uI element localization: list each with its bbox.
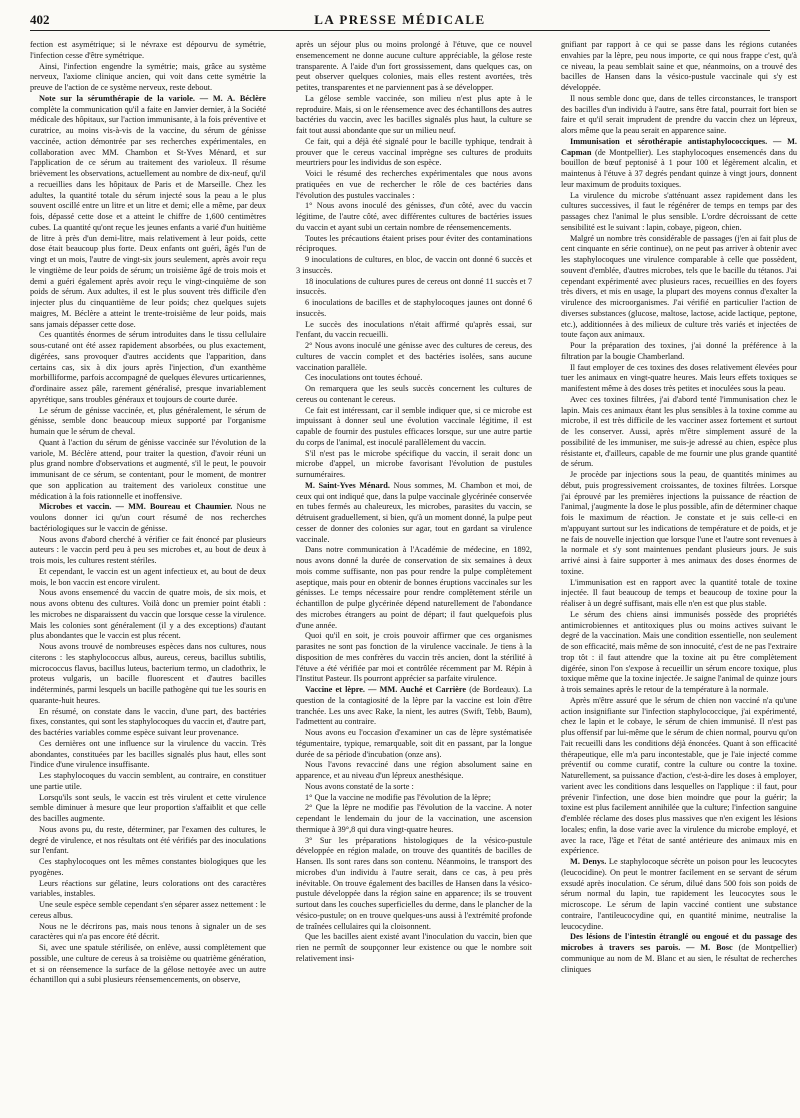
paragraph bbox=[30, 588, 266, 642]
paragraph bbox=[561, 40, 797, 94]
section-paragraph bbox=[30, 94, 266, 331]
text-column-3 bbox=[561, 40, 797, 1112]
paragraph bbox=[30, 943, 266, 986]
text-column-1 bbox=[30, 40, 266, 1112]
paragraph-text: fection est asymétrique; si le névraxe est dépourvu de symétrie, l'infection cesse d'être symétrique. bbox=[30, 40, 266, 60]
paragraph bbox=[561, 470, 797, 578]
page-number: 402 bbox=[30, 12, 50, 27]
paragraph bbox=[30, 793, 266, 825]
paragraph-text: Nous l'avons revacciné dans une région absolument saine en apparence, et au niveau d'un lépreux anesthésique. bbox=[296, 760, 532, 780]
paragraph bbox=[30, 406, 266, 438]
paragraph bbox=[296, 384, 532, 406]
section-heading: M. Saint-Yves Ménard. bbox=[305, 480, 390, 490]
paragraph bbox=[30, 771, 266, 793]
paragraph bbox=[296, 932, 532, 964]
paragraph bbox=[30, 567, 266, 589]
paragraph-text: Que les bacilles aient existé avant l'inoculation du vaccin, bien que rien ne permît de soupçonner leur existence ou que le nombre soit relativement insi- bbox=[296, 932, 532, 963]
paragraph bbox=[296, 728, 532, 760]
paragraph bbox=[30, 330, 266, 405]
paragraph bbox=[561, 94, 797, 137]
paragraph-text: En résumé, on constate dans le vaccin, d'une part, des bactéries fixes, constantes, qui sont les staphylocoques du vaccin et, d'autre part, des bactéries variables comme espèce suivant leur provenance. bbox=[30, 706, 266, 737]
paragraph-text: Il faut employer de ces toxines des doses relativement élevées pour tuer les animaux en vingt-quatre heures. Mais leurs effets toxiques se manifestent même à des doses très petites et inoculées sous la peau. bbox=[561, 362, 797, 393]
paragraph-text: Nous ne voulons donner ici qu'un court résumé de nos recherches bactériologiques sur le vaccin de génisse. bbox=[30, 502, 266, 533]
paragraph bbox=[561, 191, 797, 234]
paragraph bbox=[296, 631, 532, 685]
paragraph bbox=[561, 578, 797, 610]
paragraph bbox=[296, 320, 532, 342]
paragraph-text: Nous avons pu, du reste, déterminer, par l'examen des cultures, le degré de virulence, et nos résultats ont été vérifiés par des inoculations sur l'enfant. bbox=[30, 824, 266, 856]
paragraph-text: Quant à l'action du sérum de génisse vaccinée sur l'évolution de la variole, M. Béclère attend, pour traiter la question, d'avoir réuni un plus grand nombre d'observations et augmenté, s'il le peut, le pouvoir immunisant de ce sérum, se contentant, pour le moment, de montrer que son application au traitement des varioleux constitue une médication à la fois rationnelle et inoffensive. bbox=[30, 437, 266, 501]
paragraph bbox=[296, 836, 532, 933]
paragraph bbox=[561, 610, 797, 696]
paragraph bbox=[296, 169, 532, 201]
paragraph bbox=[30, 707, 266, 739]
paragraph-text: Ce fait, qui a déjà été signalé pour le bacille typhique, tendrait à prouver que le cereus vaccinal imprègne ses cultures de produits meurtriers pour les individus de son espèce. bbox=[296, 136, 532, 168]
paragraph bbox=[30, 900, 266, 922]
paragraph bbox=[296, 803, 532, 835]
paragraph bbox=[296, 782, 532, 793]
paragraph-text: gnifiant par rapport à ce qui se passe dans les régions cutanées envahies par la lèpre, peu nous importe, ce qui nous frappe c'est, qu'à ce niveau, la peau semblait saine et que, néanmoins, on a trouvé des bacilles de Hansen dans la vésico-pustule vaccinale qui s'y est développée. bbox=[561, 40, 797, 92]
paragraph-text: Nous sommes, M. Chambon et moi, de ceux qui ont indiqué que, dans la pulpe vaccinale glycérinée conservée en tubes fermés au chaleureux, les microbes, parasites du vaccin, se détruisent graduellement, si bien, qu'à un moment donné, la pulpe peut cesser de donner des colonies sur agar, tout en gardant sa virulence vaccinale. bbox=[296, 480, 532, 544]
paragraph-text: Ce fait est intéressant, car il semble indiquer que, si ce microbe est impuissant à donner seul une évolution vaccinale légitime, il est capable de fournir des pustules efficaces lorsque, sur une autre partie du corps de l'animal, est inoculé parallèlement du vaccin. bbox=[296, 405, 532, 447]
paragraph-text: 6 inoculations de bacilles et de staphylocoques jaunes ont donné 6 insuccès. bbox=[296, 298, 532, 318]
paragraph-text: 3° Sur les préparations histologiques de la vésico-pustule développée en région malade, on trouve des quantités de bacilles de Hansen. Ils sont rares dans son contenu. Néanmoins, le transport des microbes d'un individu à l'autre serait, dans ce cas, à peu près inévitable. On trouve également des bacilles de Hansen dans la vésico-pustule développée dans la région saine en apparence; ils se trouvent surtout dans les couches superficielles du derme, dans le plancher de la vésico-pustule; on en trouve quelques-uns aussi à l'extrémité profonde de traînées cellulaires qui la cloisonnent. bbox=[296, 835, 532, 931]
paragraph-text: Voici le résumé des recherches expérimentales que nous avons pratiquées en vue de rechercher le rôle de ces bactéries dans l'évolution des pustules vaccinales : bbox=[296, 169, 532, 200]
paragraph-text: Ces quantités énormes de sérum introduites dans le tissu cellulaire sous-cutané ont été assez rapidement absorbées, ou plus exactement, digérées, sans provoquer d'autres accidents que l'apparition, dans certains cas, six à dix jours après l'injection, d'un exanthème morbilliforme, parfois accompagné de quelques élevures urticariennes, d'ordinaire assez pâle, rarement généralisé, presque invariablement apyrétique, sans troubles généraux et toujours de courte durée. bbox=[30, 330, 266, 404]
section-heading: Vaccine et lèpre. — MM. Auché et Carrière bbox=[305, 685, 467, 694]
paragraph-text: Après m'être assuré que le sérum de chien non vacciné n'a qu'une action insignifiante sur l'infection staphylococcique, j'ai expérimenté, chez le lapin et le cobaye, le sérum de chien immunisé. Il n'est pas plus offensif par lui-même que le sérum de chien normal, pourvu qu'on l'ait recueilli dans les conditions déjà énoncées. Quant à son efficacité thérapeutique, elle m'a paru incontestable, que je l'aie injecté comme préventif ou comme curatif, contre la culture ou contre la toxine. Naturellement, sa puissance d'action, c'est-à-dire les doses à employer, varient avec les conditions dans lesquelles on l'applique : il faut, pour prévenir l'infection, une dose bien moindre que pour la guérir; la toxine est plus facilement annihilée que la culture; l'infection sanguine d'emblée réclame des doses plus massives que n'en exigent les lésions locales; enfin, la dose varie avec la virulence du microbe employé, et avec la race, l'âge et l'état de santé antérieure des animaux mis en expérience. bbox=[561, 695, 797, 856]
paragraph-text: On remarquera que les seuls succès concernent les cultures de cereus ou contenant le cereus. bbox=[296, 384, 532, 404]
paragraph-text: Si, avec une spatule stérilisée, on enlève, aussi complètement que possible, une culture de cereus à sa troisième ou quatrième génération, et si on réensemence la surface de la gélose nettoyée avec un autre échantillon qui a subi plusieurs réensemencements, on observe, bbox=[30, 943, 266, 985]
paragraph-text: 2° Que la lèpre ne modifie pas l'évolution de la vaccine. A noter cependant le lendemain du jour de la vaccination, une ascension thermique à 39°,8 qui dura vingt-quatre heures. bbox=[296, 803, 532, 834]
paragraph bbox=[296, 545, 532, 631]
paragraph-text: S'il n'est pas le microbe spécifique du vaccin, il serait donc un microbe d'appel, un microbe favorisant l'évolution de pustules surnuméraires. bbox=[296, 448, 532, 479]
paragraph bbox=[296, 406, 532, 449]
paragraph-text: Ces dernières ont une influence sur la virulence du vaccin. Très abondantes, constituées par les bacilles signalés plus haut, elles sont l'indice d'une virulence insuffisante. bbox=[30, 738, 266, 770]
paragraph-text: Nous avons d'abord cherché à vérifier ce fait énoncé par plusieurs auteurs : le vaccin perd peu à peu ses microbes et, au bout de deux à trois mois, les cultures restent stériles. bbox=[30, 534, 266, 565]
paragraph-text: Malgré un nombre très considérable de passages (j'en ai fait plus de cent cinquante en série continue), on ne peut pas arriver à obtenir avec les staphylocoques une virulence comparable à celle que possèdent, souvent d'emblée, d'autres microbes, tels que le bacille du tétanos. J'ai cependant expérimenté avec plusieurs races, recueillies en des foyers très divers, et mis en usage, la plupart des moyens connus d'exalter la virulence des microorganismes. J'ai vérifié en particulier l'action de diverses substances (glucose, maltose, lactose, acide lactique, peptone, etc.), additionnées à des milieux de culture très variés et injectées de toute façon aux animaux. bbox=[561, 233, 797, 340]
paragraph-text: (de Montpellier) communique au nom de M. Blanc et au sien, le résultat de recherches cliniques bbox=[561, 943, 797, 974]
paragraph bbox=[561, 234, 797, 342]
paragraph-text: Nous avons eu l'occasion d'examiner un cas de lèpre systématisée tégumentaire, typique, remarquable, soit dit en passant, par la longue durée de sa période d'incubation (onze ans). bbox=[296, 728, 532, 759]
section-paragraph bbox=[561, 932, 797, 975]
paragraph-text: Le succès des inoculations n'était affirmé qu'après essai, sur l'enfant, du vaccin recueilli. bbox=[296, 319, 532, 340]
section-paragraph bbox=[296, 481, 532, 546]
paragraph bbox=[30, 40, 266, 62]
paragraph bbox=[296, 255, 532, 277]
paragraph-text: Lorsqu'ils sont seuls, le vaccin est très virulent et cette virulence semble diminuer à mesure que leur proportion s'affaiblit et que celle des bacilles augmente. bbox=[30, 792, 266, 823]
paragraph bbox=[561, 341, 797, 363]
paragraph-text: complète la communication qu'il a faite en Janvier dernier, à la Société médicale des hôpitaux, sur l'action immunisante, à la fois préventive et curatrice, au moins vis-à-vis de la vaccine, du sérum de génisse vaccinée, action démontrée par ses recherches expérimentales, en collaboration avec MM. Chambon et St-Yves Ménard, et sur l'application de ce sérum au traitement des varioleux. Il résume brièvement les observations, actuellement au nombre de dix-neuf, qu'il a recueillies dans les hôpitaux de Paris et de Marseille. Chez les adultes, la quantité totale du sérum injecté sous la peau a le plus souvent oscillé entre un litre et un litre et demi; elle a même, par deux fois, dépassé cette dose et a atteint le chiffre de 1,600 centimètres cubes. La quantité qu'ont reçue les jeunes enfants a varié d'un huitième de litre à près d'un demi-litre, mais relativement à leur poids, cette dose était beaucoup plus forte. Deux enfants ont guéri, âgés l'un de vingt et un mois, l'autre de vingt-six jours seulement, après avoir reçu le vingtième de leur poids de sérum; un troisième âgé de trois mois et demi a guéri également après avoir reçu le vingt-cinquième de son poids de sérum. Aux adultes, il est le plus souvent très difficile d'en injecter plus du cinquantième de leur poids; chez quelques sujets maigres, M. Béclère a atteint le trente-troisième de leur poids, mais sans jamais dépasser cette dose. bbox=[30, 104, 266, 329]
paragraph bbox=[30, 62, 266, 94]
paragraph-text: Le sérum de génisse vaccinée, et, plus généralement, le sérum de génisse, semble donc beaucoup mieux supporté par l'organisme humain que le sérum de cheval. bbox=[30, 405, 266, 436]
paragraph bbox=[30, 438, 266, 503]
paragraph bbox=[296, 341, 532, 373]
paragraph-text: Je procède par injections sous la peau, de quantités minimes au début, puis progressivement croissantes, de toxines filtrées. Lorsque j'ai éprouvé par les premières injections la puissance de réaction de l'animal, j'augmente la dose le plus possible, afin de déterminer chaque fois le maximum de réaction. Je constate et je suis celle-ci en m'appuyant surtout sur les indications de température et de poids, et je ne fais de nouvelle injection que lorsque l'une et l'autre sont revenues à la normale et s'y sont maintenues pendant plusieurs jours. Je suis arrivé ainsi à faire supporter à mes animaux des doses énormes de toxine. bbox=[561, 470, 797, 576]
paragraph-text: Pour la préparation des toxines, j'ai donné la préférence à la filtration par la bougie Chamberland. bbox=[561, 341, 797, 361]
paragraph-text: Quoi qu'il en soit, je crois pouvoir affirmer que ces organismes parasites ne sont pas fonction de la virulence vaccinale. Je tiens à la disposition de mes confrères du vaccin très ancien, dont la stérilité à l'étuve a été vérifiée par moi et contrôlée récemment par M. Répin à l'Institut Pasteur. Ils pourront apprécier sa parfaite virulence. bbox=[296, 631, 532, 684]
paragraph-text: Leurs réactions sur gélatine, leurs colorations ont des caractères variables, instables. bbox=[30, 878, 266, 899]
paragraph bbox=[30, 857, 266, 879]
paragraph bbox=[30, 535, 266, 567]
section-paragraph bbox=[561, 137, 797, 191]
paragraph bbox=[296, 373, 532, 384]
paragraph-text: Ces inoculations ont toutes échoué. bbox=[305, 373, 423, 383]
paragraph-text: Il nous semble donc que, dans de telles circonstances, le transport des bacilles d'un individu à l'autre, sans être fatal, pourrait fort bien se faire et qu'il serait imprudent de prendre du vaccin chez un lépreux, alors même que la peau serait en apparence saine. bbox=[561, 93, 797, 135]
paragraph-text: L'immunisation est en rapport avec la quantité totale de toxine injectée. Il faut beaucoup de temps et beaucoup de toxine pour la réaliser à un degré suffisant, mais elle n'en est que plus stable. bbox=[561, 577, 797, 608]
paragraph-text: (de Bordeaux). La question de la contagiosité de la lèpre par la vaccine est loin d'être tranchée. Les uns avec Rake, la nient, les autres (Swift, Tebb, Baum), l'admettent au contraire. bbox=[296, 685, 532, 727]
section-paragraph bbox=[561, 857, 797, 932]
paragraph-text: 1° Nous avons inoculé des génisses, d'un côté, avec du vaccin légitime, de l'autre côté, avec différentes cultures de bactéries issues du vaccin et ayant subi un certain nombre de réensemencements. bbox=[296, 201, 532, 232]
paragraph bbox=[296, 40, 532, 94]
section-paragraph bbox=[30, 502, 266, 534]
paragraph-text: Et cependant, le vaccin est un agent infectieux et, au bout de deux mois, le bon vaccin est encore virulent. bbox=[30, 566, 266, 587]
paragraph-text: 1° Que la vaccine ne modifie pas l'évolution de la lèpre; bbox=[305, 792, 491, 802]
paragraph-text: Le staphylocoque sécrète un poison pour les leucocytes (leucocidine). On peut le montrer facilement en se servant de sérum exsudé après inoculation. Ce sérum, dilué dans 500 fois son poids de sérum normal du lapin, tue rapidement les leucocytes sous le microscope. Le sérum de lapin vacciné contient une substance contraire, l'antileucocydine qui, en quantité minime, neutralise la leucocydine. bbox=[561, 857, 797, 931]
paragraph-text: Les staphylocoques du vaccin semblent, au contraire, en constituer une partie utile. bbox=[30, 771, 266, 791]
paragraph-text: Toutes les précautions étaient prises pour éviter des contaminations réciproques. bbox=[296, 233, 532, 254]
paragraph-text: (de Montpellier). Les staphylocoques ensemencés dans du bouillon de bœuf peptonisé à 1 pour 100 et légèrement alcalin, et maintenus à l'étuve à 37 degrés pendant quinze à vingt jours, donnent leur maximum de produits toxiques. bbox=[561, 147, 797, 189]
paragraph-text: Dans notre communication à l'Académie de médecine, en 1892, nous avons donné la durée de conservation de six semaines à deux mois comme suffisante, non pas pour rendre la pulpe complètement aseptique, mais pour en obtenir de bonnes éruptions vaccinales sur les génisses. Le temps nécessaire pour rendre complètement stérile un échantillon de pulpe glycérinée dépend naturellement de l'abondance des microbes étrangers au point de départ; il faut quelquefois plus d'une année. bbox=[296, 545, 532, 630]
paragraph bbox=[296, 201, 532, 233]
header-rule bbox=[30, 30, 770, 31]
paragraph-text: Nous avons constaté de la sorte : bbox=[305, 781, 414, 791]
paragraph bbox=[561, 363, 797, 395]
journal-title: LA PRESSE MÉDICALE bbox=[314, 12, 486, 27]
section-heading: Microbes et vaccin. — MM. Boureau et Chaumier. bbox=[39, 502, 233, 512]
paragraph bbox=[296, 298, 532, 320]
section-paragraph bbox=[296, 685, 532, 728]
section-heading: M. Denys. bbox=[570, 857, 607, 866]
paragraph bbox=[296, 94, 532, 137]
paragraph bbox=[30, 642, 266, 707]
paragraph bbox=[30, 825, 266, 857]
paragraph-text: 9 inoculations de cultures, en bloc, de vaccin ont donné 6 succès et 3 insuccès. bbox=[296, 255, 532, 275]
paragraph-text: 2° Nous avons inoculé une génisse avec des cultures de cereus, des cultures de vaccin complet et des bactéries isolées, sans aucune vaccination parallèle. bbox=[296, 341, 532, 372]
paragraph bbox=[30, 922, 266, 944]
paragraph-text: Une seule espèce semble cependant s'en séparer assez nettement : le cereus albus. bbox=[30, 900, 266, 920]
section-heading: Des lésions de l'intestin étranglé ou engoué et du passage des microbes à travers ses parois. — M. Bosc bbox=[561, 932, 797, 952]
paragraph bbox=[30, 739, 266, 771]
section-heading: Note sur la sérumthérapie de la variole. — M. A. Béclère bbox=[39, 93, 266, 103]
paragraph-text: après un séjour plus ou moins prolongé à l'étuve, que ce nouvel ensemencement ne donne aucune culture appréciable, la gélose reste transparente. A l'aide d'un fort grossissement, dans quelques cas, on peut observer quelques colonies, mais elles restent avortées, très petites, transparentes et ne parviennent pas à se développer. bbox=[296, 40, 532, 92]
paragraph bbox=[30, 879, 266, 901]
paragraph bbox=[296, 277, 532, 299]
paragraph bbox=[296, 760, 532, 782]
page-header bbox=[30, 12, 770, 32]
paragraph bbox=[561, 696, 797, 857]
paragraph-text: Nous avons trouvé de nombreuses espèces dans nos cultures, nous citerons : les staphylococcus albus, aureus, cereus, bacillus subtilis, micrococcus flavus, bacillus luteus, bacterium termo, un cladothrix, le proteus vulgaris, un bacille fluorescent et d'autres bacilles indéterminés, parmi lesquels un bacille pathogène qui tue les souris en quarante-huit heures. bbox=[30, 642, 266, 705]
text-column-2 bbox=[296, 40, 532, 1112]
paragraph bbox=[296, 137, 532, 169]
section-heading: Immunisation et sérothérapie antistaphylococciques. — M. Capman bbox=[561, 136, 797, 157]
paragraph bbox=[561, 395, 797, 470]
paragraph-text: Nous ne le décrirons pas, mais nous tenons à signaler un de ses caractères qui n'a pas encore été décrit. bbox=[30, 921, 266, 942]
paragraph-text: Nous avons ensemencé du vaccin de quatre mois, de six mois, et nous avons obtenu des cultures. Voilà donc un premier point établi : les microbes ne disparaissent du vaccin que lorsque cesse la virulence. Mais les colonies sont généralement (il y a des exceptions) d'autant plus abondantes que le vaccin est plus récent. bbox=[30, 588, 266, 641]
paragraph-text: Ainsi, l'infection engendre la symétrie; mais, grâce au système nerveux, l'axiome clinique ancien, qui voit dans cette symétrie la preuve de l'action de ce système nerveux, reste debout. bbox=[30, 61, 266, 92]
paragraph-text: La virulence du microbe s'atténuant assez rapidement dans les cultures successives, il faut le régénérer de temps en temps par des passages chez l'animal le plus sensible. L'ordre décroissant de cette sensibilité est le suivant : lapin, cobaye, pigeon, chien. bbox=[561, 190, 797, 232]
paragraph-text: Avec ces toxines filtrées, j'ai d'abord tenté l'immunisation chez le lapin. Mais ces animaux étant les plus sensibles à la toxine comme au microbe, il est très difficile de les vacciner assez fortement et surtout de les conserver. Aussi, après m'être simplement assuré de la possibilité de les immuniser, me suis-je adressé au chien, espèce plus résistante et, d'ailleurs, capable de me fournir une plus grande quantité de sérum. bbox=[561, 394, 797, 469]
paragraph-text: Le sérum des chiens ainsi immunisés possède des propriétés antimicrobiennes et antitoxiques plus ou moins actives suivant le degré de la vaccination. Mais une condition essentielle, non seulement de son efficacité, mais même de son innocuité, c'est de ne pas l'extraire trop tôt : il faut attendre que la toxine ait pu être complètement digérée, sinon l'on s'expose à recueillir un sérum encore toxique, plus toxique même que la toxine injectée. Je saigne l'animal de quinze jours à trois semaines après le retour de la température à la normale. bbox=[561, 609, 797, 694]
paragraph bbox=[296, 449, 532, 481]
paragraph-text: La gélose semble vaccinée, son milieu n'est plus apte à le reproduire. Mais, si on le réensemence avec des échantillons des autres bactéries du vaccin, avec les bacilles signalés plus haut, la culture se fait tout aussi abondante que sur un milieu neuf. bbox=[296, 93, 532, 135]
paragraph bbox=[296, 793, 532, 804]
paragraph-text: Ces staphylocoques ont les mêmes constantes biologiques que les pyogènes. bbox=[30, 857, 266, 877]
paragraph bbox=[296, 234, 532, 256]
paragraph-text: 18 inoculations de cultures pures de cereus ont donné 11 succès et 7 insuccès. bbox=[296, 276, 532, 297]
